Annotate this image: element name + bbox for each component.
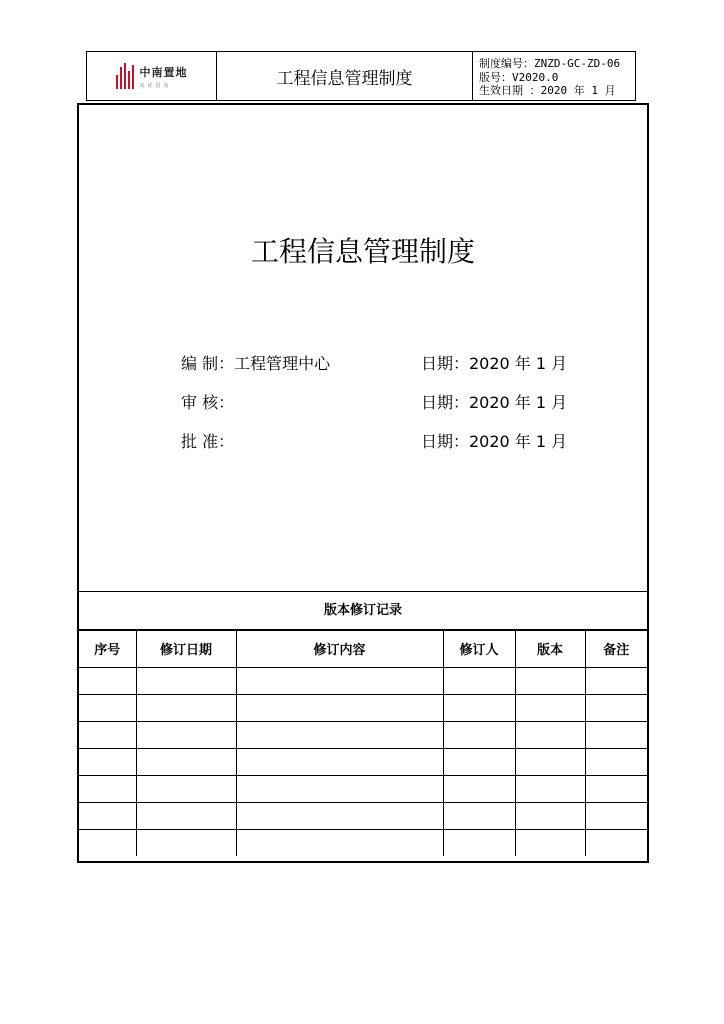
revision-header-row	[79, 630, 647, 667]
approved-date: 日期：2020 年 1 月	[421, 432, 568, 451]
table-row	[79, 667, 647, 694]
logo-name: 中南置地	[139, 65, 188, 79]
table-row	[79, 829, 647, 856]
company-logo	[116, 63, 188, 89]
approval-row-approve	[181, 429, 581, 468]
logo-cell	[87, 52, 217, 100]
logo-tagline: 美好居有	[139, 82, 172, 89]
approval-info	[181, 351, 581, 468]
table-row	[79, 748, 647, 775]
header-title: 工程信息管理制度	[217, 52, 473, 100]
table-row	[79, 775, 647, 802]
page-title: 工程信息管理制度	[250, 235, 475, 268]
doc-effective-date: 生效日期 ：2020 年 1 月	[479, 84, 616, 97]
doc-code: 制度编号：ZNZD-GC-ZD-06	[479, 57, 621, 70]
table-row	[79, 694, 647, 721]
col-reviser: 修订人	[443, 630, 515, 667]
approval-row-review	[181, 390, 581, 429]
approved-by: 批 准：	[181, 432, 235, 451]
document-frame	[77, 103, 649, 863]
header-meta	[473, 52, 635, 100]
table-row	[79, 721, 647, 748]
document-header	[86, 51, 636, 101]
col-date: 修订日期	[136, 630, 236, 667]
compiled-date: 日期：2020 年 1 月	[421, 354, 568, 373]
compiled-by: 编 制：工程管理中心	[181, 354, 331, 373]
col-remarks: 备注	[585, 630, 647, 667]
revision-section	[79, 591, 647, 861]
revision-table	[79, 629, 647, 856]
revision-heading: 版本修订记录	[323, 603, 402, 618]
logo-bars-icon	[116, 63, 134, 89]
col-version: 版本	[515, 630, 585, 667]
table-row	[79, 802, 647, 829]
col-index: 序号	[79, 630, 136, 667]
reviewed-date: 日期：2020 年 1 月	[421, 393, 568, 412]
doc-version: 版号：V2020.0	[479, 70, 559, 84]
reviewed-by: 审 核：	[181, 393, 235, 412]
approval-row-compile	[181, 351, 581, 390]
col-content: 修订内容	[236, 630, 443, 667]
